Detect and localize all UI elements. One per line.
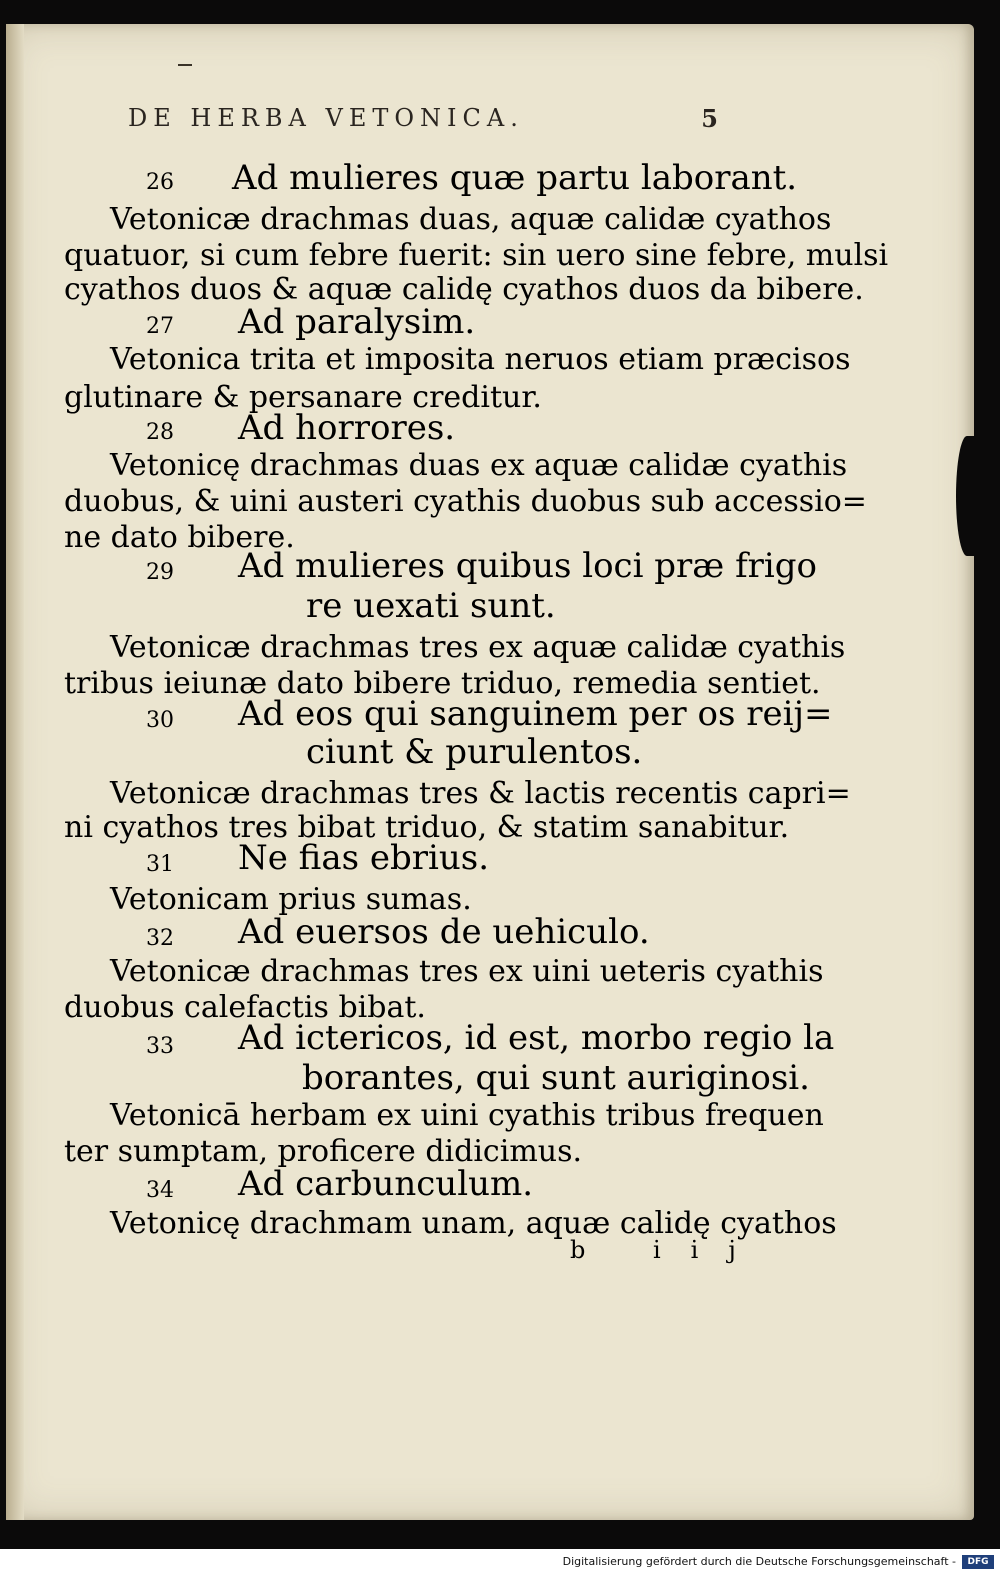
body-line: tribus ieiunæ dato bibere triduo, remedia sentiet. — [64, 666, 821, 701]
section-number: 32 — [146, 926, 174, 951]
body-line: ter sumptam, proficere didicimus. — [64, 1134, 583, 1169]
section-heading: Ad horrores. — [238, 408, 456, 448]
section-heading: Ad paralysim. — [238, 302, 476, 342]
section-number: 28 — [146, 420, 174, 445]
body-line: cyathos duos & aquæ calidę cyathos duos da bibere. — [64, 272, 864, 307]
section-heading: Ne fias ebrius. — [238, 838, 490, 878]
signature-mark: b iij — [570, 1236, 766, 1264]
page-gutter-shadow — [6, 24, 24, 1520]
section-heading: Ad eos qui sanguinem per os reij= — [238, 694, 833, 734]
book-page — [6, 24, 974, 1520]
funding-credit: Digitalisierung gefördert durch die Deutsche Forschungsgemeinschaft - — [562, 1555, 956, 1568]
body-line: ne dato bibere. — [64, 520, 295, 555]
body-line: ni cyathos tres bibat triduo, & statim sanabitur. — [64, 810, 790, 845]
section-heading-continued: re uexati sunt. — [306, 586, 556, 626]
body-line: glutinare & persanare creditur. — [64, 380, 542, 415]
section-heading: Ad ictericos, id est, morbo regio la — [238, 1018, 835, 1058]
body-line: duobus, & uini austeri cyathis duobus sub accessio= — [64, 484, 867, 519]
body-line: Vetonicæ drachmas tres ex aquæ calidæ cyathis — [110, 630, 846, 665]
running-head-title: DE HERBA VETONICA. — [128, 104, 524, 132]
section-number: 31 — [146, 852, 174, 877]
section-heading: Ad mulieres quibus loci præ frigo — [238, 546, 818, 586]
section-heading-continued: borantes, qui sunt auriginosi. — [302, 1058, 810, 1098]
section-heading: Ad euersos de uehiculo. — [238, 912, 650, 952]
section-number: 33 — [146, 1034, 174, 1059]
section-number: 26 — [146, 170, 174, 195]
section-heading: Ad carbunculum. — [238, 1164, 534, 1204]
section-number: 34 — [146, 1178, 174, 1203]
section-number: 29 — [146, 560, 174, 585]
body-line: Vetonicā herbam ex uini cyathis tribus frequen — [110, 1098, 824, 1133]
body-line: Vetonica trita et imposita neruos etiam præcisos — [110, 342, 851, 377]
body-line: Vetonicæ drachmas duas, aquæ calidæ cyathos — [110, 202, 832, 237]
body-line: Vetonicam prius sumas. — [110, 882, 472, 917]
body-line: quatuor, si cum febre fuerit: sin uero sine febre, mulsi — [64, 238, 889, 273]
section-heading-continued: ciunt & purulentos. — [306, 732, 643, 772]
body-line: Vetonicæ drachmas tres ex uini ueteris cyathis — [110, 954, 824, 989]
dfg-logo-icon: DFG — [962, 1555, 994, 1569]
body-line: Vetonicę drachmam unam, aquæ calidę cyathos — [110, 1206, 837, 1241]
running-head — [128, 104, 718, 144]
section-heading: Ad mulieres quæ partu laborant. — [232, 158, 798, 198]
section-number: 30 — [146, 708, 174, 733]
digitization-credit-bar — [0, 1549, 1000, 1577]
folio-number: 5 — [701, 104, 718, 133]
body-line: Vetonicę drachmas duas ex aquæ calidæ cyathis — [110, 448, 848, 483]
body-line: Vetonicæ drachmas tres & lactis recentis capri= — [110, 776, 851, 811]
page-edge-damage — [956, 436, 978, 556]
body-line: duobus calefactis bibat. — [64, 990, 426, 1025]
ink-mark — [178, 64, 192, 66]
section-number: 27 — [146, 314, 174, 339]
